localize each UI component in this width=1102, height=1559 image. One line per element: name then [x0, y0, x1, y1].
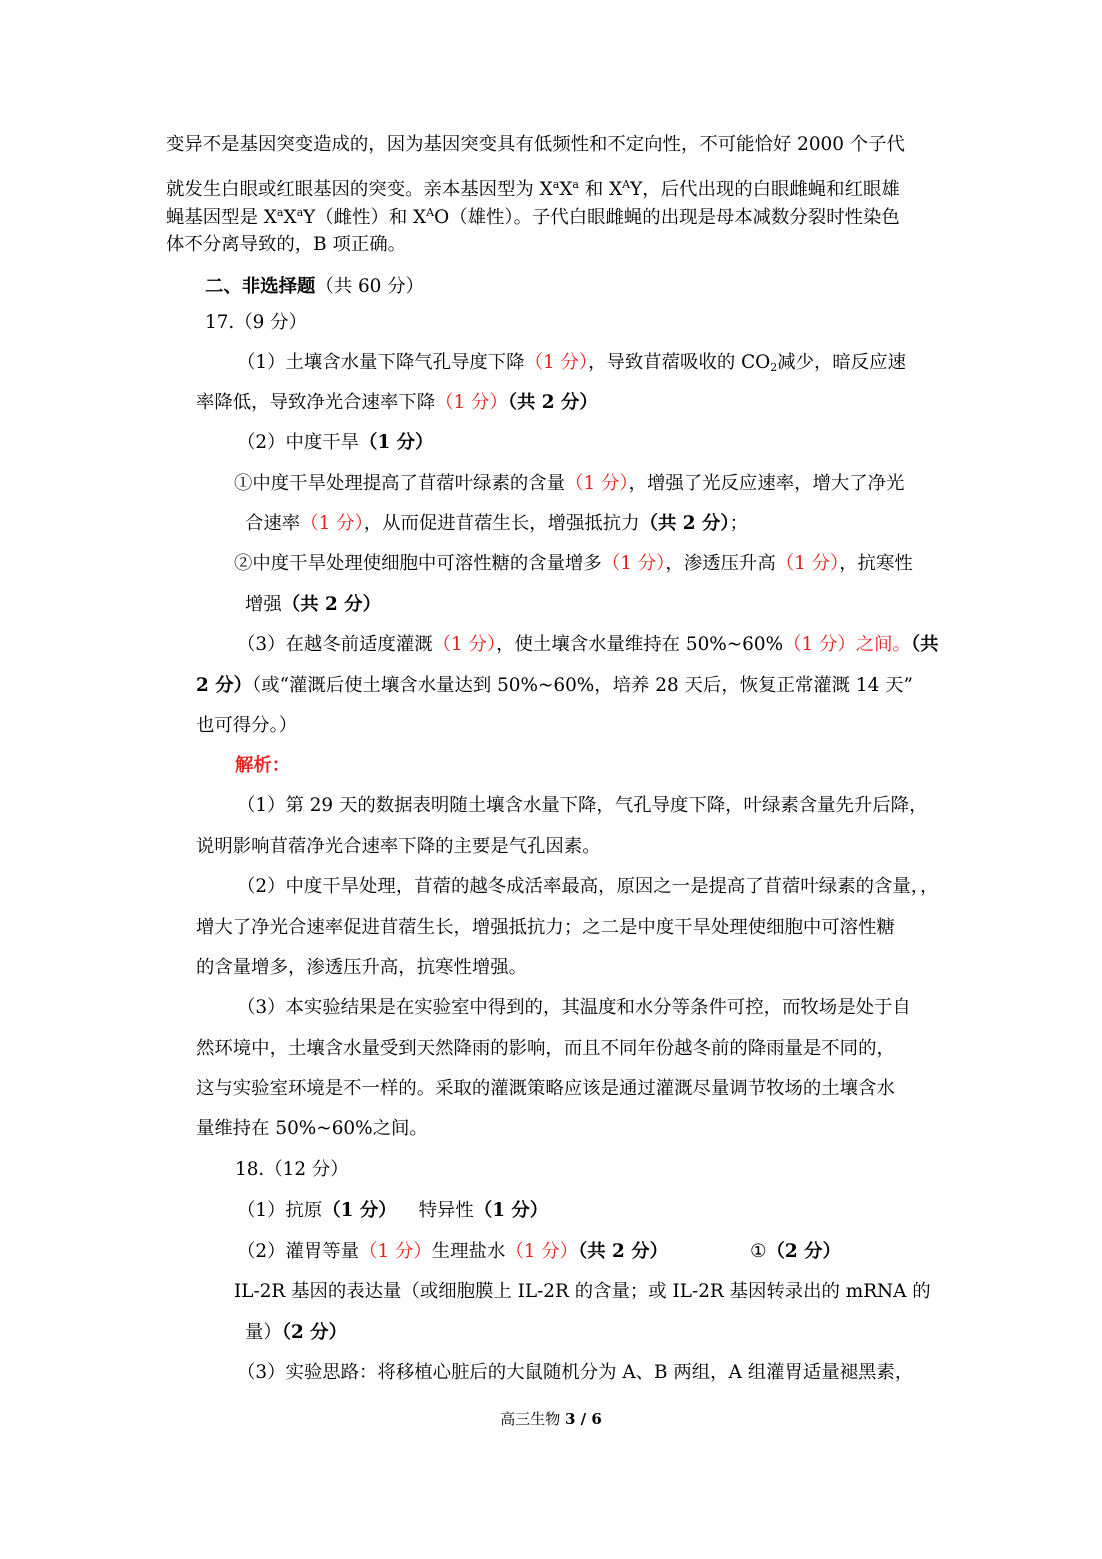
score-mark: （1 分）	[524, 352, 589, 373]
text: 率降低，导致净光合速率下降	[196, 392, 436, 413]
text: （1）土壤含水量下降气孔导度下降	[237, 352, 525, 373]
text: （3）实验思路：将移植心脏后的大鼠随机分为 A、B 两组，A 组灌胃适量褪黑素，	[237, 1362, 914, 1383]
score-mark: （1 分）	[359, 1241, 432, 1262]
total-score: 2 分）	[196, 675, 252, 696]
text: 蝇基因型是 X	[166, 207, 277, 228]
text: 增强	[245, 594, 282, 615]
q18-part2-line2	[234, 1279, 931, 1305]
superscript: a	[276, 206, 284, 219]
text: 的含量增多，渗透压升高，抗寒性增强。	[196, 957, 528, 978]
text: 然环境中，土壤含水量受到天然降雨的影响，而且不同年份越冬前的降雨量是不同的，	[196, 1038, 895, 1059]
score-mark: （1 分）	[359, 432, 434, 453]
q17-part1-line1	[237, 350, 906, 381]
text: 生理盐水	[431, 1241, 506, 1262]
superscript: a	[552, 178, 560, 191]
analysis-1-line1	[237, 793, 927, 819]
intro-line-2	[166, 172, 900, 203]
q18-part1	[237, 1198, 548, 1224]
section-score: （共 60 分）	[315, 276, 425, 297]
superscript: a	[572, 178, 579, 191]
analysis-label	[235, 753, 290, 779]
text: 解析：	[235, 755, 291, 776]
analysis-3-line1	[237, 995, 911, 1021]
text: 增大了净光合速率促进苜蓿生长，增强抵抗力；之二是中度干旱处理使细胞中可溶性糖	[196, 917, 895, 938]
text: （3）本实验结果是在实验室中得到的，其温度和水分等条件可控，而牧场是处于自	[237, 997, 911, 1018]
q18-part3	[237, 1360, 913, 1386]
text: （2）中度干旱处理，苜蓿的越冬成活率最高，原因之一是提高了苜蓿叶绿素的含量，，	[237, 876, 939, 897]
section-title: 二、非选择题	[205, 276, 316, 297]
intro-line-1	[166, 132, 905, 158]
page-number: 3 / 6	[564, 1410, 602, 1428]
page-footer	[0, 1408, 1102, 1430]
analysis-3-line2	[196, 1036, 895, 1062]
score-mark: （1 分）之间。	[783, 634, 911, 655]
text: 就发生白眼或红眼基因的突变。亲本基因型为 X	[166, 179, 553, 200]
text: ①	[750, 1241, 767, 1262]
score-mark: （2 分）	[766, 1241, 841, 1262]
text: O（雄性）。子代白眼雌蝇的出现是母本减数分裂时性染色	[434, 207, 900, 228]
footer-subject: 高三生物	[500, 1410, 565, 1428]
q17-part3-line1	[237, 632, 939, 658]
text: 说明影响苜蓿净光合速率下降的主要是气孔因素。	[196, 836, 601, 857]
text: IL-2R 基因的表达量（或细胞膜上 IL-2R 的含量；或 IL-2R 基因转录出的 mRNA 的	[234, 1281, 931, 1302]
total-score: （共 2 分）	[578, 1241, 669, 1262]
score-mark: （2 分）	[281, 1322, 347, 1343]
subscript: 2	[770, 361, 778, 374]
text: ，增强了光反应速率，增大了净光	[628, 473, 905, 494]
analysis-3-line4	[196, 1116, 428, 1142]
text: ①中度干旱处理提高了苜蓿叶绿素的含量	[234, 473, 566, 494]
text: 变异不是基因突变造成的，因为基因突变具有低频性和不定向性，不可能恰好 2000 个子代	[166, 134, 905, 155]
q18-part2-circle	[750, 1239, 841, 1265]
score-mark: （1 分）	[473, 1200, 549, 1221]
q17-circle2-line1	[234, 551, 913, 577]
superscript: a	[296, 206, 304, 219]
text: 量维持在 50%~60%之间。	[196, 1118, 428, 1139]
text: 量）	[245, 1322, 282, 1343]
text: 18.（12 分）	[235, 1159, 349, 1180]
score-mark: （1 分）	[432, 634, 497, 655]
analysis-2-line2	[196, 915, 895, 941]
q17-circle1-line2	[245, 511, 748, 537]
text: （2）中度干旱	[237, 432, 360, 453]
text: （1）抗原	[237, 1200, 323, 1221]
score-mark: （1 分）	[322, 1200, 397, 1221]
intro-line-3	[166, 200, 900, 231]
text: Y（雌性）和 X	[303, 207, 427, 228]
score-mark: （1 分）	[565, 473, 629, 494]
text: ，抗寒性	[839, 553, 913, 574]
q17-part2	[237, 430, 433, 456]
text: ②中度干旱处理使细胞中可溶性糖的含量增多	[234, 553, 602, 574]
q17-circle1-line1	[234, 471, 904, 497]
text: ，使土壤含水量维持在 50%~60%	[496, 634, 784, 655]
analysis-1-line2	[196, 834, 601, 860]
superscript: A	[426, 206, 435, 219]
analysis-2-line1	[237, 874, 938, 900]
text: （3）在越冬前适度灌溉	[237, 634, 433, 655]
text: X	[559, 179, 573, 200]
text: 和 X	[578, 179, 623, 200]
text: （1）第 29 天的数据表明随土壤含水量下降，气孔导度下降，叶绿素含量先升后降，	[237, 795, 928, 816]
text: 减少，暗反应速	[777, 352, 906, 373]
text: 合速率	[245, 513, 301, 534]
q17-part1-line2	[196, 390, 598, 416]
q18-part2-line3	[245, 1320, 347, 1346]
q17-part3-line3	[196, 713, 297, 739]
q17-circle2-line2	[245, 592, 381, 618]
total-score: （共 2 分）	[639, 513, 730, 534]
q17-part3-line2	[196, 673, 913, 699]
text: 特异性	[418, 1200, 474, 1221]
score-mark: （1 分）	[601, 553, 666, 574]
text: 17.（9 分）	[205, 312, 307, 333]
total-score: （共	[910, 634, 939, 655]
text: （2）灌胃等量	[237, 1241, 360, 1262]
text: 这与实验室环境是不一样的。采取的灌溉策略应该是通过灌溉尽量调节牧场的土壤含水	[196, 1078, 895, 1099]
total-score: （共 2 分）	[507, 392, 598, 413]
score-mark: （1 分）	[775, 553, 840, 574]
q18-part2	[237, 1239, 668, 1265]
q17-heading	[205, 310, 307, 336]
analysis-2-line3	[196, 955, 527, 981]
total-score: （共 2 分）	[281, 594, 381, 615]
text: X	[283, 207, 297, 228]
intro-line-4	[166, 232, 406, 258]
text: 也可得分。）	[196, 715, 298, 736]
score-mark: （1 分）	[505, 1241, 579, 1262]
text: 体不分离导致的，B 项正确。	[166, 234, 407, 255]
q18-heading	[235, 1157, 349, 1183]
text: ，导致苜蓿吸收的 CO	[588, 352, 771, 373]
section-heading	[205, 274, 424, 300]
text: ；	[729, 513, 748, 534]
text: Y，后代出现的白眼雌蝇和红眼雄	[630, 179, 900, 200]
analysis-3-line3	[196, 1076, 895, 1102]
score-mark: （1 分）	[300, 513, 364, 534]
text: ，从而促进苜蓿生长，增强抵抗力	[363, 513, 640, 534]
text: ，渗透压升高	[665, 553, 776, 574]
score-mark: （1 分）	[435, 392, 508, 413]
text: （或“灌溉后使土壤含水量达到 50%~60%，培养 28 天后，恢复正常灌溉 14 天”	[251, 675, 913, 696]
superscript: A	[622, 178, 631, 191]
